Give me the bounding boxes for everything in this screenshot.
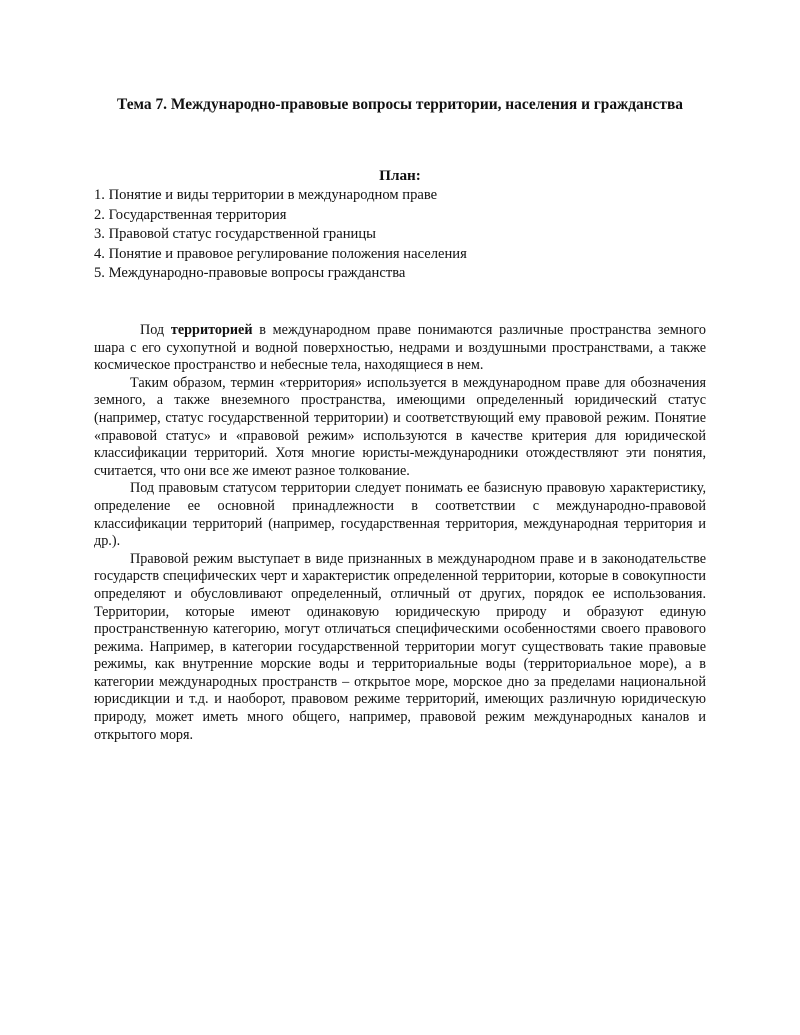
paragraph-legal-status: Под правовым статусом территории следует понимать ее базисную правовую характеристику, определение ее основной принадлежности в соответствии с международно-правовой классификации территорий (например, государственная территория, международная территория и др.). bbox=[94, 480, 706, 550]
paragraph-rest: в международном праве понимаются различные пространства земного шара с его сухопутной и водной поверхностью, недрами и воздушными пространствами, а также космическое пространство и небесные тела, находящиеся в нем. bbox=[94, 322, 706, 374]
term-territory: территорией bbox=[170, 322, 253, 338]
plan-heading: План: bbox=[379, 167, 421, 184]
paragraph-territory-definition bbox=[94, 322, 706, 375]
plan-item: 1. Понятие и виды территории в международном праве bbox=[94, 187, 438, 203]
body-text bbox=[94, 322, 706, 744]
plan-item: 5. Международно-правовые вопросы гражданства bbox=[94, 265, 406, 282]
plan-item: 4. Понятие и правовое регулирование положения населения bbox=[94, 245, 467, 262]
paragraph-term-usage: Таким образом, термин «территория» используется в международном праве для обозначения земного, а также внеземного пространства, имеющими определенный юридический статус (например, статус государственной территории) и соответствующий ему правовой режим. Понятие «правовой статус» и «правовой режим» используются в качестве критерия для юридической классификации территорий. Хотя многие юристы-международники отождествляют эти понятия, считается, что они все же имеют разное толкование. bbox=[94, 374, 706, 479]
paragraph-lead: Под bbox=[140, 322, 171, 338]
paragraph-legal-regime: Правовой режим выступает в виде признанных в международном праве и в законодательстве государств специфических черт и характеристик определенной территории, которые в совокупности определяют и обусловливают определенный, отличный от других, порядок ее использования. Территории, которые имеют одинаковую юридическую природу и образуют единую пространственную категорию, могут отличаться специфическими особенностями своего правового режима. Например, в категории государственной территории могут существовать такие правовые режимы, как внутренние морские воды и территориальные воды (территориальное море), а в категории международных пространств – открытое море, морское дно за пределами национальной юрисдикции и т.д. и наоборот, правовом режиме территорий, имеющих различную юридическую природу, может иметь много общего, например, правовой режим международных каналов и открытого моря. bbox=[94, 550, 706, 743]
plan-item: 2. Государственная территория bbox=[94, 206, 287, 223]
plan-item: 3. Правовой статус государственной границы bbox=[94, 226, 376, 243]
document-title: Тема 7. Международно-правовые вопросы территории, населения и гражданства bbox=[117, 96, 683, 113]
plan-list bbox=[94, 186, 706, 284]
